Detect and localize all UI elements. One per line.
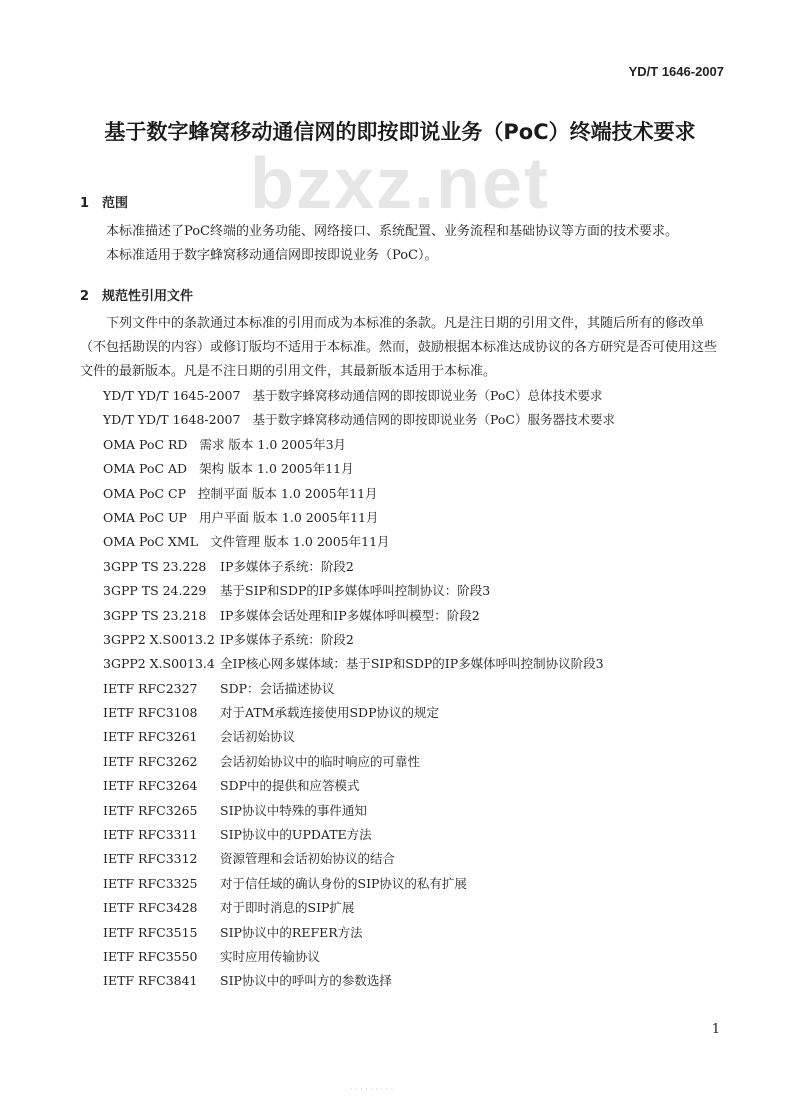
reference-item [103, 604, 743, 628]
reference-item [103, 628, 743, 652]
reference-title: IP多媒体子系统：阶段2 [220, 631, 354, 647]
section-title: 规范性引用文件 [102, 289, 194, 304]
reference-title: 对于ATM承载连接使用SDP协议的规定 [220, 705, 439, 721]
reference-title: 全IP核心网多媒体域：基于SIP和SDP的IP多媒体呼叫控制协议阶段3 [220, 656, 604, 672]
reference-title: IP多媒体会话处理和IP多媒体呼叫模型：阶段2 [220, 607, 480, 623]
reference-title: SIP协议中的REFER方法 [220, 924, 363, 940]
reference-title: 需求 版本 1.0 2005年3月 [199, 436, 347, 452]
reference-code: IETF RFC3311 [103, 827, 198, 843]
watermark: bzxz.net [249, 144, 551, 224]
section-heading-scope [80, 192, 128, 211]
reference-code: 3GPP TS 24.229 [103, 583, 207, 599]
reference-title: SDP中的提供和应答模式 [220, 778, 360, 794]
section-number: 1 [80, 196, 90, 211]
paragraph: 下列文件中的条款通过本标准的引用而成为本标准的条款。凡是注日期的引用文件，其随后所有的修改单（不包括勘误的内容）或修订版均不适用于本标准。然而，鼓励根据本标准达成协议的各方研究是否可使用这些文件的最新版本。凡是不注日期的引用文件，其最新版本适用于本标准。 [80, 316, 718, 379]
reference-title: 架构 版本 1.0 2005年11月 [199, 461, 354, 477]
reference-item [103, 872, 743, 896]
reference-item [103, 555, 743, 579]
reference-item [103, 482, 743, 506]
reference-code: OMA PoC AD [103, 461, 188, 477]
reference-item [103, 823, 743, 847]
reference-title: 基于数字蜂窝移动通信网的即按即说业务（PoC）总体技术要求 [252, 388, 603, 403]
reference-item [103, 969, 743, 993]
reference-item [103, 530, 743, 554]
reference-item [103, 652, 743, 676]
reference-code: 3GPP TS 23.228 [103, 558, 207, 574]
reference-title: 对于即时消息的SIP扩展 [220, 900, 355, 916]
reference-title: 资源管理和会话初始协议的结合 [220, 851, 396, 867]
reference-code: IETF RFC3108 [103, 705, 198, 721]
reference-code: IETF RFC3325 [103, 875, 198, 891]
reference-code: 3GPP2 X.S0013.2 [103, 631, 215, 647]
reference-title: 基于数字蜂窝移动通信网的即按即说业务（PoC）服务器技术要求 [252, 412, 615, 428]
reference-item [103, 921, 743, 945]
scope-paragraphs [80, 220, 725, 268]
reference-code: YD/T YD/T 1645-2007 [103, 388, 241, 403]
reference-item [103, 896, 743, 920]
reference-item [103, 725, 743, 749]
reference-title: 用户平面 版本 1.0 2005年11月 [198, 509, 379, 525]
reference-title: 会话初始协议中的临时响应的可靠性 [220, 753, 421, 769]
reference-item [103, 579, 743, 603]
reference-item [103, 384, 743, 408]
section-heading-normative-references [80, 285, 193, 304]
reference-item [103, 433, 743, 457]
reference-code: OMA PoC RD [103, 436, 188, 452]
page-title: 基于数字蜂窝移动通信网的即按即说业务（PoC）终端技术要求 [104, 120, 696, 144]
reference-code: IETF RFC3261 [103, 729, 198, 745]
reference-code: IETF RFC3312 [103, 851, 198, 867]
reference-item [103, 701, 743, 725]
reference-code: 3GPP TS 23.218 [103, 607, 207, 623]
reference-code: YD/T YD/T 1648-2007 [103, 412, 241, 428]
section-title: 范围 [102, 196, 129, 211]
reference-code: OMA PoC CP [103, 485, 186, 501]
reference-code: IETF RFC3550 [103, 948, 198, 964]
reference-item [103, 506, 743, 530]
reference-code: IETF RFC3264 [103, 778, 198, 794]
reference-code: IETF RFC3262 [103, 753, 198, 769]
reference-title: SIP协议中特殊的事件通知 [220, 802, 367, 818]
standard-number: YD/T 1646-2007 [628, 64, 724, 79]
reference-item [103, 677, 743, 701]
reference-title: 文件管理 版本 1.0 2005年11月 [210, 534, 390, 550]
reference-code: IETF RFC2327 [103, 680, 198, 696]
reference-item [103, 750, 743, 774]
reference-title: IP多媒体子系统：阶段2 [220, 558, 354, 574]
reference-title: 实时应用传输协议 [220, 948, 321, 964]
reference-title: SDP：会话描述协议 [220, 680, 335, 696]
reference-code: 3GPP2 X.S0013.4 [103, 656, 215, 672]
reference-code: IETF RFC3841 [103, 973, 198, 989]
reference-title: 对于信任域的确认身份的SIP协议的私有扩展 [220, 875, 467, 891]
reference-list [103, 384, 743, 994]
reference-item [103, 457, 743, 481]
reference-title: SIP协议中的呼叫方的参数选择 [220, 973, 392, 989]
paragraph: 本标准描述了PoC终端的业务功能、网络接口、系统配置、业务流程和基础协议等方面的技术要求。 [106, 224, 678, 239]
reference-item [103, 945, 743, 969]
reference-code: IETF RFC3265 [103, 802, 198, 818]
reference-item [103, 847, 743, 871]
page-number: 1 [711, 1022, 720, 1037]
reference-item [103, 408, 743, 432]
reference-item [103, 799, 743, 823]
reference-code: IETF RFC3515 [103, 924, 198, 940]
reference-title: 会话初始协议 [220, 729, 296, 745]
reference-title: 基于SIP和SDP的IP多媒体呼叫控制协议：阶段3 [220, 583, 491, 599]
reference-title: SIP协议中的UPDATE方法 [220, 827, 372, 843]
references-intro [80, 312, 725, 384]
section-number: 2 [80, 289, 90, 304]
reference-code: IETF RFC3428 [103, 900, 198, 916]
reference-code: OMA PoC UP [103, 509, 187, 525]
paragraph: 本标准适用于数字蜂窝移动通信网即按即说业务（PoC）。 [106, 248, 438, 263]
footer-dots: · · · · · · · · · [350, 1085, 394, 1094]
reference-code: OMA PoC XML [103, 534, 199, 550]
reference-title: 控制平面 版本 1.0 2005年11月 [198, 485, 378, 501]
reference-item [103, 774, 743, 798]
